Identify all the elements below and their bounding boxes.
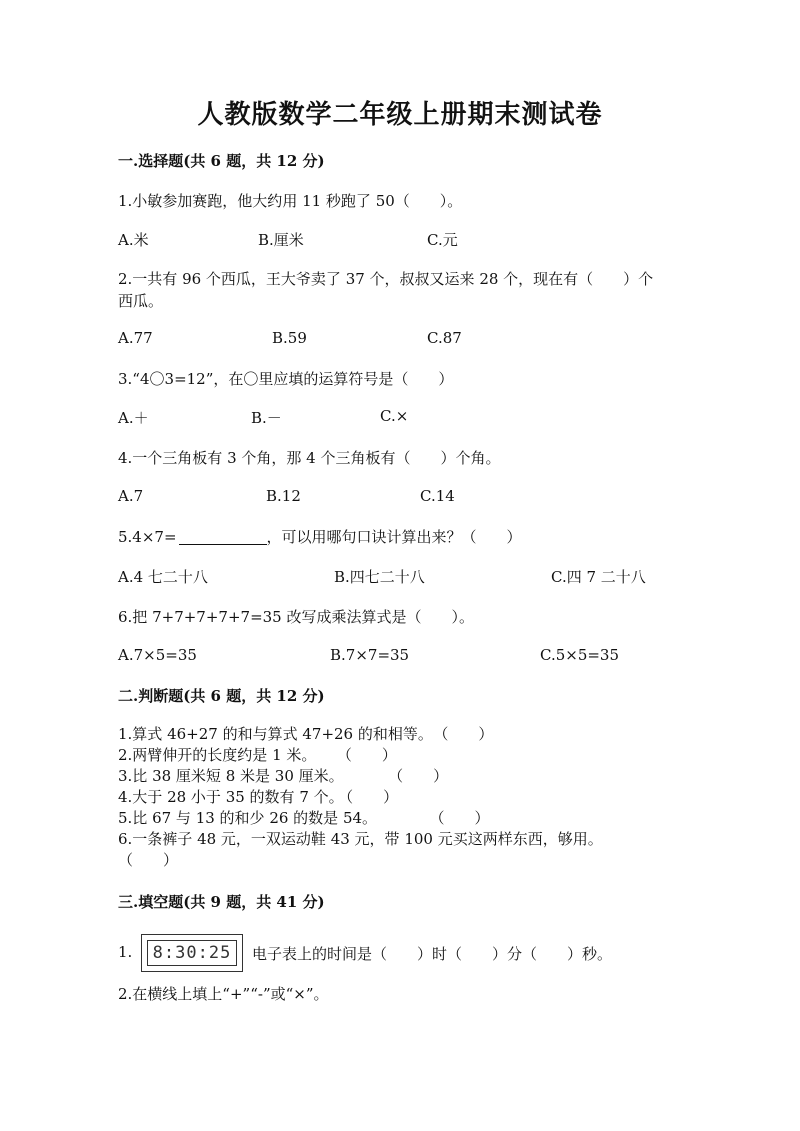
question-2-option-a: A.77: [118, 329, 153, 347]
question-5-option-b: B.四七二十八: [334, 568, 425, 586]
true-false-item-3-text: 3.比 38 厘米短 8 米是 30 厘米。: [118, 767, 344, 785]
question-1-option-a: A.米: [118, 231, 149, 249]
true-false-item-1-text: 1.算式 46+27 的和与算式 47+26 的和相等。: [118, 725, 433, 743]
question-4-text: 4.一个三角板有 3 个角，那 4 个三角板有（ ）个角。: [118, 449, 501, 467]
page-title: 人教版数学二年级上册期末测试卷: [197, 100, 603, 130]
question-6-option-b: B.7×7=35: [330, 646, 410, 664]
question-1-option-b: B.厘米: [258, 231, 304, 249]
true-false-item-2: [118, 745, 397, 766]
question-5-text: [118, 526, 522, 547]
question-3-option-a: A.＋: [118, 409, 149, 427]
true-false-item-5-bracket: （ ）: [437, 809, 490, 827]
section-heading-choice: 一.选择题(共 6 题，共 12 分): [118, 152, 325, 170]
question-3-option-b: B.－: [251, 409, 282, 427]
question-4-option-b: B.12: [266, 487, 301, 505]
question-2-option-c: C.87: [427, 329, 462, 347]
true-false-item-1-bracket: （ ）: [440, 725, 494, 743]
true-false-item-6-bracket: （ ）: [118, 851, 179, 869]
question-4-option-c: C.14: [420, 487, 455, 505]
true-false-item-4-text: 4.大于 28 小于 35 的数有 7 个。: [118, 788, 344, 806]
question-4-option-a: A.7: [118, 487, 144, 505]
question-3-text: 3.“4〇3=12”，在〇里应填的运算符号是（ ）: [118, 370, 454, 388]
digital-clock-display: 8:30:25: [147, 940, 237, 966]
fill-question-1-text: 电子表上的时间是（ ）时（ ）分（ ）秒。: [252, 945, 613, 963]
question-5-prefix: 5.4×7=: [118, 528, 177, 546]
true-false-item-5-text: 5.比 67 与 13 的和少 26 的数是 54。: [118, 809, 378, 827]
section-heading-true-false: 二.判断题(共 6 题，共 12 分): [118, 687, 325, 705]
question-2-text-line1: 2.一共有 96 个西瓜，王大爷卖了 37 个，叔叔又运来 28 个，现在有（ ）个: [118, 270, 654, 288]
question-6-option-c: C.5×5=35: [540, 646, 620, 664]
question-5-suffix: ，可以用哪句口诀计算出来？（ ）: [266, 528, 522, 546]
true-false-item-6-text: 6.一条裤子 48 元，一双运动鞋 43 元，带 100 元买这两样东西，够用。: [118, 830, 603, 848]
question-5-option-c: C.四 7 二十八: [551, 568, 646, 586]
question-6-option-a: A.7×5=35: [118, 646, 197, 664]
question-2-text-line2: 西瓜。: [118, 292, 164, 310]
question-5-answer-blank: [179, 528, 267, 545]
question-5-option-a: A.4 七二十八: [118, 568, 208, 586]
true-false-item-3-bracket: （ ）: [395, 767, 449, 785]
question-1-option-c: C.元: [427, 231, 458, 249]
section-heading-fill-blank: 三.填空题(共 9 题，共 41 分): [118, 893, 325, 911]
question-2-option-b: B.59: [272, 329, 307, 347]
true-false-item-1: [118, 724, 493, 745]
question-1-text: 1.小敏参加赛跑，他大约用 11 秒跑了 50（ ）。: [118, 192, 463, 210]
question-6-text: 6.把 7+7+7+7+7=35 改写成乘法算式是（ ）。: [118, 608, 474, 626]
true-false-item-5: [118, 808, 490, 829]
fill-question-2-text: 2.在横线上填上“+”“-”或“×”。: [118, 985, 329, 1003]
fill-question-1-number: 1.: [118, 943, 133, 961]
true-false-item-2-text: 2.两臂伸开的长度约是 1 米。: [118, 746, 317, 764]
true-false-item-3: [118, 766, 448, 787]
question-3-option-c: C.×: [380, 407, 409, 425]
true-false-item-4: [118, 787, 398, 808]
true-false-item-4-bracket: （ ）: [345, 788, 399, 806]
true-false-item-2-bracket: （ ）: [344, 746, 397, 764]
digital-clock-image: [141, 934, 243, 972]
